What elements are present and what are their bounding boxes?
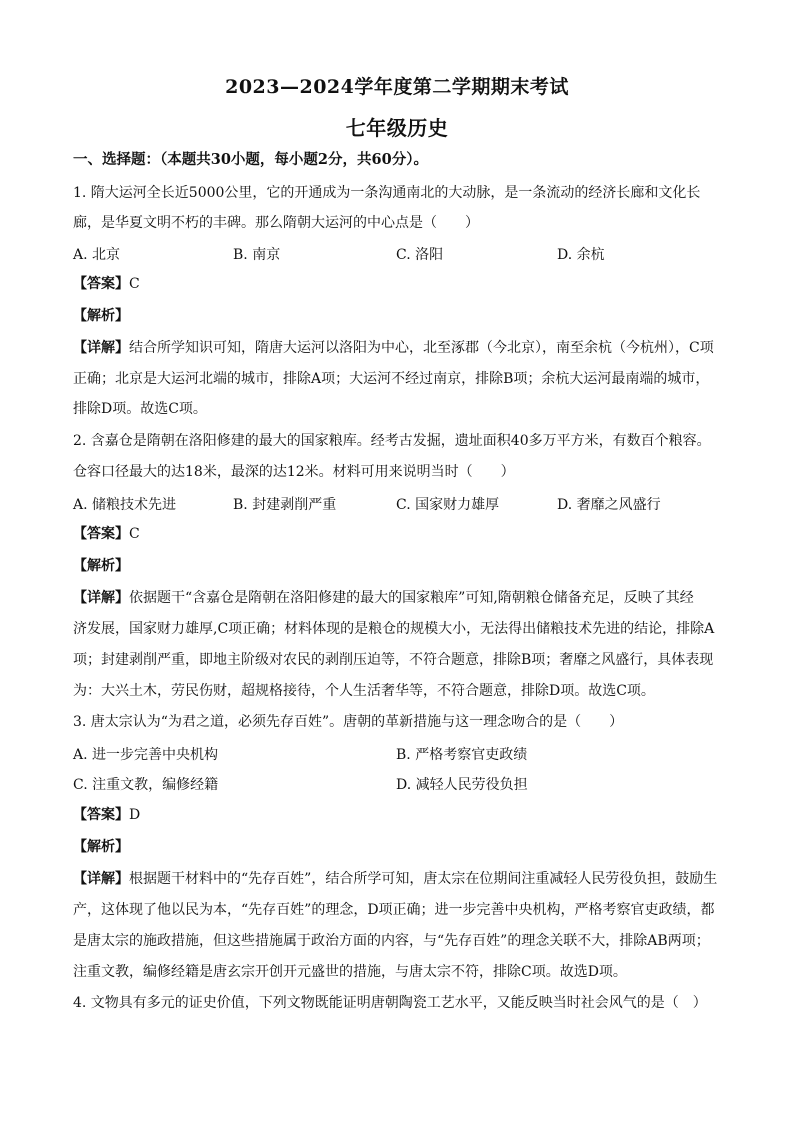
- answer-tag: 【答案】: [73, 807, 129, 823]
- q2-option-d: D. 奢靡之风盛行: [557, 497, 661, 513]
- q3-option-a: A. 进一步完善中央机构: [73, 747, 219, 763]
- q1-option-d: D. 余杭: [557, 247, 605, 263]
- q2-detail-line-4: 为：大兴土木，劳民伤财，超规格接待，个人生活奢华等，不符合题意，排除D项。故选C项。: [73, 683, 655, 699]
- q1-detail-line-3: 排除D项。故选C项。: [73, 401, 207, 417]
- q1-detail-line-2: 正确；北京是大运河北端的城市，排除A项；大运河不经过南京，排除B项；余杭大运河最南端的城市，: [73, 371, 710, 387]
- q3-detail-line-2: 产，这体现了他以民为本，“先存百姓”的理念，D项正确；进一步完善中央机构，严格考察官吏政绩，都: [73, 902, 715, 918]
- q2-detail-line-3: 项；封建剥削严重，即地主阶级对农民的剥削压迫等，不符合题意，排除B项；奢靡之风盛行，具体表现: [73, 652, 714, 668]
- detail-text: 根据题干材料中的“先存百姓”，结合所学可知，唐太宗在位期间注重减轻人民劳役负担，鼓励生: [129, 871, 718, 887]
- q1-analysis-tag: 【解析】: [73, 308, 129, 324]
- q3-stem-line-1: 3. 唐太宗认为“为君之道，必须先存百姓”。唐朝的革新措施与这一理念吻合的是（ ）: [73, 714, 624, 730]
- q2-analysis-tag: 【解析】: [73, 558, 129, 574]
- q1-option-b: B. 南京: [233, 247, 281, 263]
- q2-stem-line-2: 仓容口径最大的达18米，最深的达12米。材料可用来说明当时（ ）: [73, 464, 515, 480]
- q1-stem-line-2: 廊，是华夏文明不朽的丰碑。那么隋朝大运河的中心点是（ ）: [73, 215, 479, 231]
- section-heading: 一、选择题：（本题共30小题，每小题2分，共60分）。: [73, 151, 428, 168]
- detail-tag: 【详解】: [73, 590, 129, 606]
- q2-option-c: C. 国家财力雄厚: [396, 497, 500, 513]
- answer-value: C: [129, 276, 140, 292]
- q2-detail-line-2: 济发展，国家财力雄厚,C项正确；材料体现的是粮仓的规模大小，无法得出储粮技术先进的结论，排除A: [73, 621, 715, 637]
- q1-option-c: C. 洛阳: [396, 247, 444, 263]
- detail-tag: 【详解】: [73, 340, 129, 356]
- answer-value: C: [129, 526, 140, 542]
- q1-stem-line-1: 1. 隋大运河全长近5000公里，它的开通成为一条沟通南北的大动脉，是一条流动的经济长廊和文化长: [73, 185, 701, 201]
- q1-answer: [73, 274, 733, 294]
- q3-analysis-tag: 【解析】: [73, 839, 129, 855]
- q3-option-b: B. 严格考察官吏政绩: [396, 747, 528, 763]
- q1-detail-line-1: [73, 338, 733, 358]
- q2-option-a: A. 储粮技术先进: [73, 497, 177, 513]
- detail-tag: 【详解】: [73, 871, 129, 887]
- q3-answer: [73, 805, 733, 825]
- exam-title: 2023—2024学年度第二学期期末考试: [225, 76, 569, 98]
- q3-detail-line-3: 是唐太宗的施政措施，但这些措施属于政治方面的内容，与“先存百姓”的理念关联不大，排除AB两项；: [73, 933, 710, 949]
- detail-text: 依据题干“含嘉仓是隋朝在洛阳修建的最大的国家粮库”可知,隋朝粮仓储备充足，反映了其经: [129, 590, 694, 606]
- answer-tag: 【答案】: [73, 276, 129, 292]
- q2-answer: [73, 524, 733, 544]
- q2-stem-line-1: 2. 含嘉仓是隋朝在洛阳修建的最大的国家粮库。经考古发掘，遗址面积40多万平方米，有数百个粮容。: [73, 433, 711, 449]
- q2-detail-line-1: [73, 588, 733, 608]
- q3-detail-line-1: [73, 869, 733, 889]
- q4-stem-line-1: 4. 文物具有多元的证史价值，下列文物既能证明唐朝陶瓷工艺水平，又能反映当时社会风气的是（ ）: [73, 995, 707, 1011]
- answer-tag: 【答案】: [73, 526, 129, 542]
- q2-option-b: B. 封建剥削严重: [233, 497, 337, 513]
- q3-option-c: C. 注重文教，编修经籍: [73, 777, 219, 793]
- q1-option-a: A. 北京: [73, 247, 121, 263]
- exam-subtitle: 七年级历史: [345, 116, 449, 140]
- q3-option-d: D. 减轻人民劳役负担: [396, 777, 528, 793]
- answer-value: D: [129, 807, 141, 823]
- q3-detail-line-4: 注重文教，编修经籍是唐玄宗开创开元盛世的措施，与唐太宗不符，排除C项。故选D项。: [73, 964, 627, 980]
- detail-text: 结合所学知识可知，隋唐大运河以洛阳为中心，北至涿郡（今北京），南至余杭（今杭州），C项: [129, 340, 714, 356]
